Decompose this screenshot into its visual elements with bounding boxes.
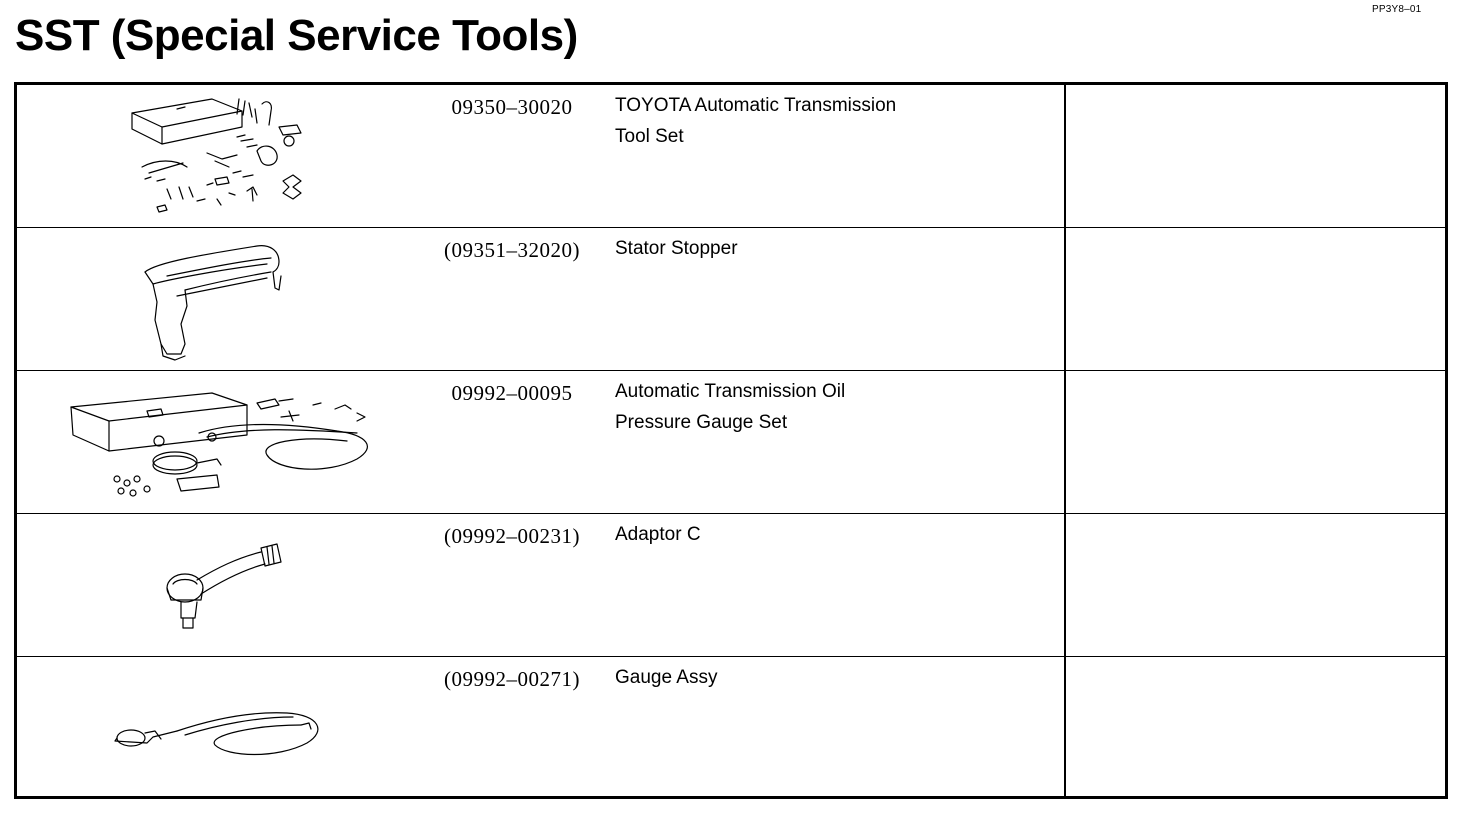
- part-name: [615, 662, 1045, 693]
- tool-set-illustration: [57, 89, 397, 223]
- part-name-line: Adaptor C: [615, 524, 701, 545]
- part-name-line: Stator Stopper: [615, 238, 738, 259]
- part-name-line: Pressure Gauge Set: [615, 412, 788, 433]
- table-row: [17, 657, 1445, 800]
- part-name-line: Automatic Transmission Oil: [615, 381, 846, 402]
- remarks-cell: [1066, 371, 1445, 513]
- gauge-set-illustration: [57, 375, 397, 509]
- sst-table: [14, 82, 1448, 799]
- part-name: [615, 90, 1045, 152]
- gauge-assy-illustration: [57, 661, 397, 795]
- remarks-cell: [1066, 657, 1445, 800]
- part-name-line: Tool Set: [615, 126, 684, 147]
- part-number: (09992–00231): [444, 524, 580, 548]
- part-name: [615, 376, 1045, 438]
- remarks-cell: [1066, 228, 1445, 370]
- table-row: [17, 371, 1445, 514]
- part-name-line: Gauge Assy: [615, 667, 718, 688]
- remarks-cell: [1066, 85, 1445, 227]
- part-number: (09351–32020): [444, 238, 580, 262]
- adaptor-illustration: [57, 518, 397, 652]
- part-number: 09350–30020: [451, 95, 573, 119]
- part-number: 09992–00095: [451, 381, 573, 405]
- part-name: [615, 519, 1045, 550]
- document-code: PP3Y8–01: [1372, 4, 1422, 15]
- table-row: [17, 228, 1445, 371]
- page-title: SST (Special Service Tools): [15, 11, 578, 60]
- stator-stopper-illustration: [57, 232, 397, 366]
- part-name-line: TOYOTA Automatic Transmission: [615, 95, 897, 116]
- remarks-cell: [1066, 514, 1445, 656]
- part-number: (09992–00271): [444, 667, 580, 691]
- table-row: [17, 85, 1445, 228]
- table-row: [17, 514, 1445, 657]
- part-name: [615, 233, 1045, 264]
